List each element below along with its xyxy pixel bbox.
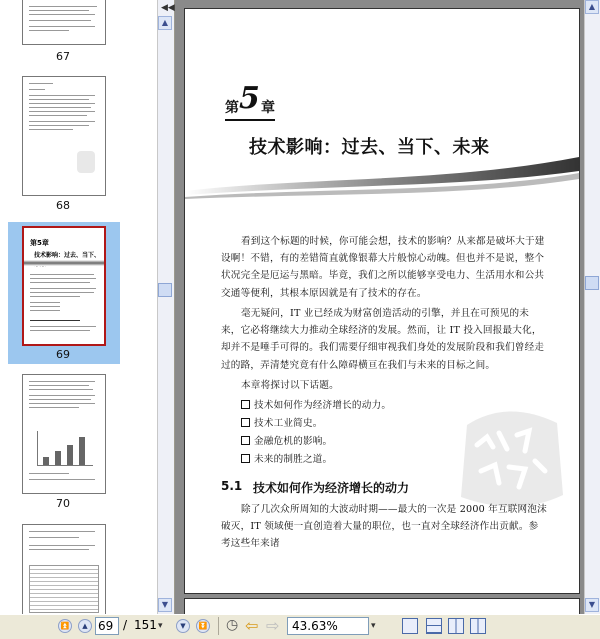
chapter-number: 5 (239, 81, 260, 116)
single-page-view-icon[interactable] (402, 618, 418, 634)
zoom-input[interactable]: 43.63% (287, 617, 369, 635)
sidebar-scroll-thumb[interactable] (158, 283, 172, 297)
last-page-icon[interactable]: ⏬ (196, 619, 210, 633)
thumbnail-label-68: 68 (56, 199, 70, 212)
section-number: 5.1 (221, 479, 243, 493)
document-page (184, 8, 580, 594)
zoom-dropdown-icon[interactable]: ▾ (371, 621, 376, 631)
next-page-icon[interactable]: ▼ (176, 619, 190, 633)
forward-arrow-icon[interactable]: ⇨ (266, 616, 280, 635)
bullet-item: 金融危机的影响。 (241, 433, 332, 450)
page-thumbnail-71[interactable] (22, 524, 106, 615)
checkbox-bullet-icon (241, 454, 250, 463)
paragraph-1: 看到这个标题的时候，你可能会想，技术的影响？从来都是破坏大于建设啊！不错，有的差错简直就像银幕大片般惊心动魄。但也并不是说，整个状况完全是厄运与黑暗。毕竟，我们之所以能够享受电力、生活用水和公共交通等便利，其根本原因就是有了技术的存在。 (221, 236, 545, 299)
page-number-input[interactable]: 69 (95, 617, 119, 635)
bullet-item: 技术如何作为经济增长的动力。 (241, 397, 391, 414)
section-title: 技术如何作为经济增长的动力 (253, 481, 410, 495)
viewer-scrollbar[interactable] (584, 0, 600, 614)
section-paragraph: 除了几次众所周知的大波动时期——最大的一次是 2000 年互联网泡沫破灭，IT 领域便一直创造着大量的职位，也一直对全球经济作出贡献。参考这些年来诸 (221, 504, 547, 550)
page-dropdown-icon[interactable]: ▾ (158, 621, 163, 631)
chapter-title: 技术影响：过去、当下、未来 (249, 137, 490, 158)
back-arrow-icon[interactable]: ⇦ (245, 616, 259, 635)
thumbnail-label-67: 67 (56, 50, 70, 63)
sidebar-scroll-down-icon[interactable]: ▼ (158, 598, 172, 612)
page-thumbnail-68[interactable] (22, 76, 106, 196)
first-page-icon[interactable]: ⏫ (58, 619, 72, 633)
thumbnail-label-70: 70 (56, 497, 70, 510)
page-thumbnail-70[interactable] (22, 374, 106, 494)
history-icon[interactable]: ◷ (226, 617, 239, 633)
checkbox-bullet-icon (241, 400, 250, 409)
continuous-facing-view-icon[interactable] (470, 618, 486, 634)
checkbox-bullet-icon (241, 436, 250, 445)
checkbox-bullet-icon (241, 418, 250, 427)
chapter-prefix: 第 (225, 100, 239, 116)
paragraph-3: 本章将探讨以下话题。 (241, 380, 339, 391)
sidebar-scrollbar[interactable] (157, 0, 174, 614)
collapse-sidebar-icon[interactable]: ◀◀ (161, 3, 175, 13)
facing-pages-view-icon[interactable] (448, 618, 464, 634)
paragraph-2: 毫无疑问，IT 业已经成为财富创造活动的引擎，并且在可预见的未来，它必将继续大力推动全球经济的发展。然而，让 IT 投入回报最大化，却并不是唾手可得的。我们需要仔细审视我们身处的发展阶段和我们曾经走过的路，弄清楚究竟有什么障碍横亘在我们与未来的目标之间。 (221, 308, 545, 371)
sidebar-scroll-up-icon[interactable]: ▲ (158, 16, 172, 30)
continuous-view-icon[interactable] (426, 618, 442, 634)
page-thumbnail-69[interactable]: 第5章 技术影响：过去、当下、 (22, 226, 106, 346)
viewer-scroll-thumb[interactable] (585, 276, 599, 290)
chapter-underline (225, 119, 275, 121)
viewer-scroll-up-icon[interactable]: ▲ (585, 0, 599, 14)
viewer-scroll-down-icon[interactable]: ▼ (585, 598, 599, 612)
watermark-stamp-icon (447, 405, 569, 513)
thumbnail-label-69: 69 (56, 348, 70, 361)
page-total: 151 (134, 618, 157, 632)
previous-page-icon[interactable]: ▲ (78, 619, 92, 633)
bullet-item: 技术工业简史。 (241, 415, 323, 432)
bullet-item: 未来的制胜之道。 (241, 451, 332, 468)
decorative-swoosh (185, 157, 579, 207)
toolbar-divider (218, 617, 219, 635)
page-separator: / (123, 618, 128, 632)
page-thumbnail-67[interactable] (22, 0, 106, 45)
chapter-suffix: 章 (261, 100, 275, 116)
